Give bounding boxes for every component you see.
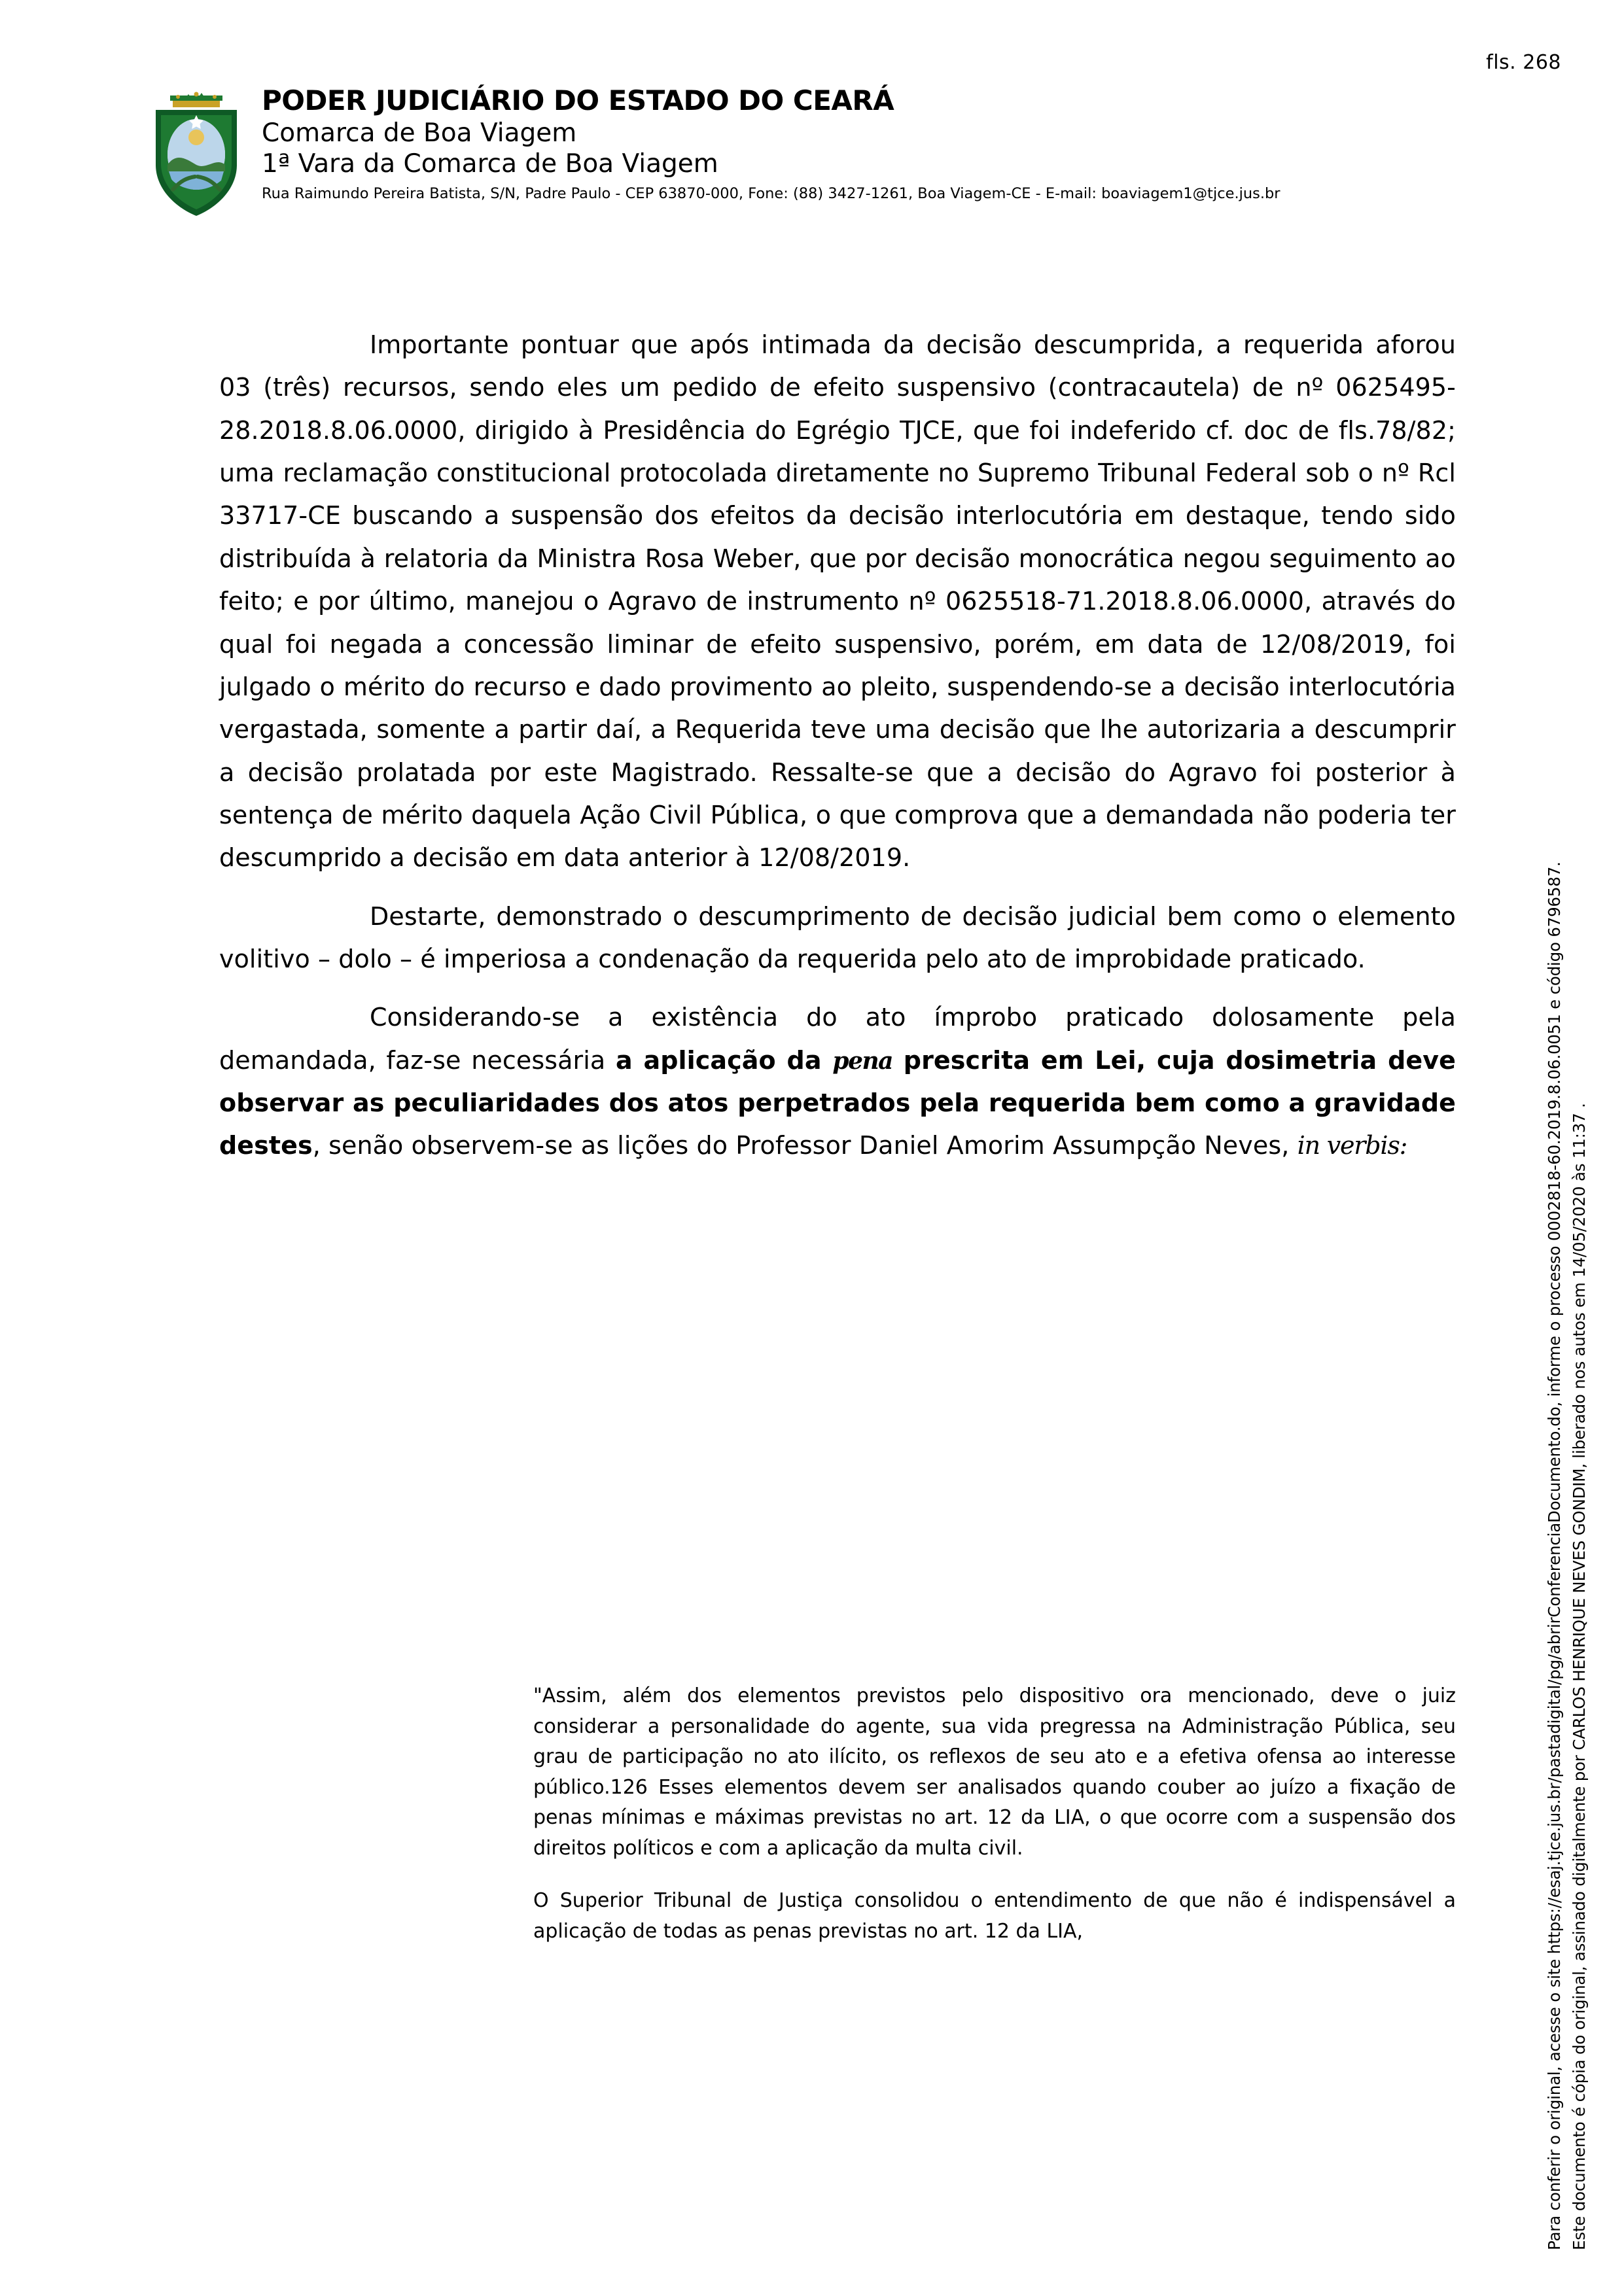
p3-bold-2: prescrita em Lei, cuja dosimetria deve observar as peculiaridades dos atos perpetrados pela requerida bem como a gravidade destes: [219, 1045, 1456, 1160]
signature-line-1: Este documento é cópia do original, assinado digitalmente por CARLOS HENRIQUE NEVES GONDIM, liberado nos autos em 14/05/2020 às 11:37 .: [1570, 1103, 1589, 2250]
quote-paragraph-1: "Assim, além dos elementos previstos pelo dispositivo ora mencionado, deve o juiz considerar a personalidade do agente, sua vida pregressa na Administração Pública, seu grau de participação no ato ilícito, os reflexos de seu ato e a efetiva ofensa ao interesse público.126 Esses elementos devem ser analisados quando couber ao juízo a fixação de penas mínimas e máximas previstas no art. 12 da LIA, o que ocorre com a suspensão dos direitos políticos e com a aplicação da multa civil.: [533, 1684, 1456, 1860]
quotation-block: [533, 1681, 1456, 1947]
digital-signature-strip: [1540, 366, 1612, 2250]
signature-line-2: Para conferir o original, acesse o site https://esaj.tjce.jus.br/pastadigital/pg/abrirConferenciaDocumento.do, informe o processo 0002818-60.2019.8.06.0051 e código 6796587.: [1545, 861, 1564, 2250]
p3-bold-1: a aplicação da: [615, 1045, 833, 1075]
p3-pena: pena: [832, 1047, 892, 1075]
document-header: [262, 85, 1374, 205]
p3-text-1: Considerando-se a existência do ato ímprobo praticado dolosamente pela demandada, faz-se necessária: [219, 1003, 1456, 1075]
p3-in-verbis: in verbis:: [1297, 1131, 1407, 1160]
header-title: PODER JUDICIÁRIO DO ESTADO DO CEARÁ: [262, 84, 894, 116]
folio-number: fls. 268: [1486, 51, 1561, 74]
header-vara: 1ª Vara da Comarca de Boa Viagem: [262, 149, 718, 179]
paragraph-2: Destarte, demonstrado o descumprimento de decisão judicial bem como o elemento volitivo – dolo – é imperiosa a condenação da requerida pelo ato de improbidade praticado.: [219, 901, 1456, 974]
brasao-ceara-icon: [144, 92, 249, 219]
paragraph-1: Importante pontuar que após intimada da decisão descumprida, a requerida aforou 03 (três) recursos, sendo eles um pedido de efeito suspensivo (contracautela) de nº 0625495-28.2018.8.06.0000, dirigido à Presidência do Egrégio TJCE, que foi indeferido cf. doc de fls.78/82; uma reclamação constitucional protocolada diretamente no Supremo Tribunal Federal sob o nº Rcl 33717-CE buscando a suspensão dos efeitos da decisão interlocutória em destaque, tendo sido distribuída à relatoria da Ministra Rosa Weber, que por decisão monocrática negou seguimento ao feito; e por último, manejou o Agravo de instrumento nº 0625518-71.2018.8.06.0000, através do qual foi negada a concessão liminar de efeito suspensivo, porém, em data de 12/08/2019, foi julgado o mérito do recurso e dado provimento ao pleito, suspendendo-se a decisão interlocutória vergastada, somente a partir daí, a Requerida teve uma decisão que lhe autorizaria a descumprir a decisão prolatada por este Magistrado. Ressalte-se que a decisão do Agravo foi posterior à sentença de mérito daquela Ação Civil Pública, o que comprova que a demandada não poderia ter descumprido a decisão em data anterior à 12/08/2019.: [219, 330, 1456, 873]
document-body: [219, 324, 1456, 1168]
quote-paragraph-2: O Superior Tribunal de Justiça consolidou o entendimento de que não é indispensável a aplicação de todas as penas previstas no art. 12 da LIA,: [533, 1889, 1456, 1943]
p3-text-2: , senão observem-se as lições do Professor Daniel Amorim Assumpção Neves,: [312, 1131, 1297, 1160]
paragraph-3: [219, 996, 1456, 1167]
header-address: Rua Raimundo Pereira Batista, S/N, Padre Paulo - CEP 63870-000, Fone: (88) 3427-1261, Boa Viagem-CE - E-mail: boaviagem1@tjce.jus.br: [262, 184, 1280, 202]
header-comarca: Comarca de Boa Viagem: [262, 118, 577, 148]
